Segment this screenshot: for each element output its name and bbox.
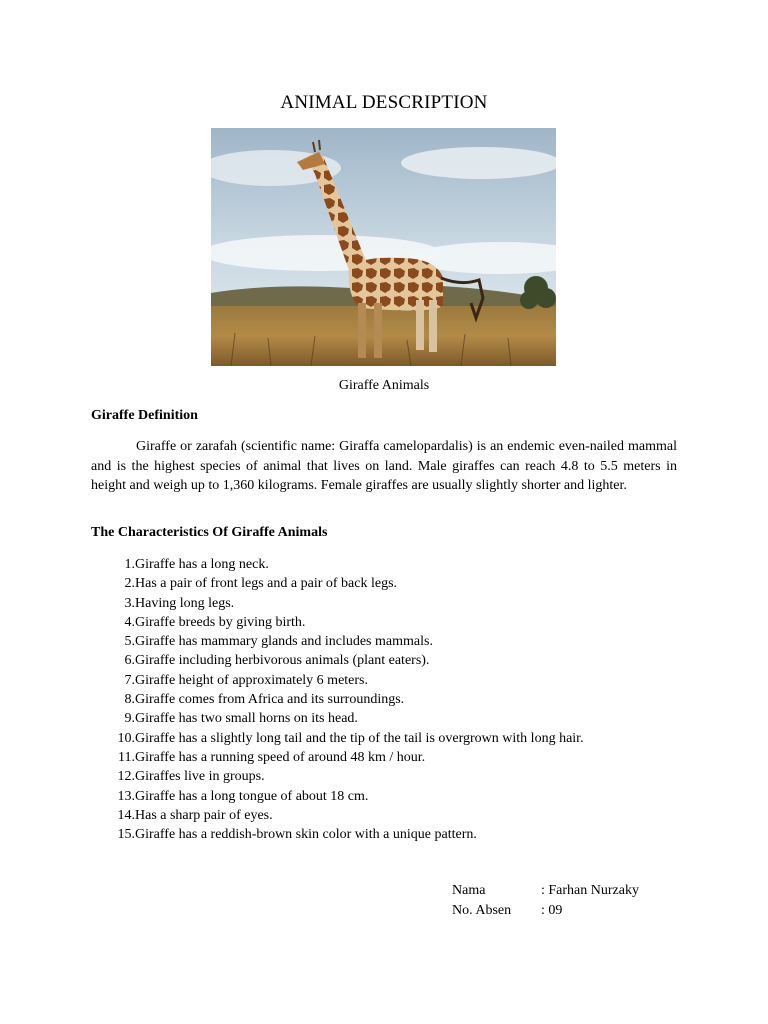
signature-absen-row <box>452 901 639 921</box>
list-text: Giraffe breeds by giving birth. <box>135 614 306 630</box>
definition-heading: Giraffe Definition <box>91 408 198 423</box>
image-caption: Giraffe Animals <box>338 378 430 393</box>
list-text: Giraffe has a slightly long tail and the tip of the tail is overgrown with long hair. <box>135 730 584 746</box>
list-item <box>91 671 584 690</box>
list-text: Having long legs. <box>135 595 235 611</box>
list-item <box>91 748 584 767</box>
list-number: 3. <box>124 595 135 611</box>
list-number: 8. <box>124 692 135 708</box>
list-number: 1. <box>124 557 135 572</box>
signature-block <box>452 881 639 921</box>
giraffe-photo <box>211 128 556 366</box>
signature-name-row <box>452 881 639 901</box>
list-number: 7. <box>124 672 135 688</box>
list-text: Giraffe has two small horns on its head. <box>135 711 358 727</box>
list-item <box>91 787 584 806</box>
absen-value: : 09 <box>541 903 563 918</box>
list-number: 6. <box>124 653 135 669</box>
list-text: Giraffe height of approximately 6 meters. <box>135 672 368 688</box>
list-number: 11. <box>118 749 135 765</box>
list-text: Has a sharp pair of eyes. <box>135 807 273 823</box>
list-number: 10. <box>117 730 135 746</box>
list-number: 9. <box>124 711 135 727</box>
name-value: : Farhan Nurzaky <box>541 883 639 898</box>
list-number: 13. <box>117 788 135 804</box>
list-text: Giraffe has mammary glands and includes mammals. <box>135 634 433 650</box>
list-text: Giraffe has a long tongue of about 18 cm. <box>135 788 369 804</box>
list-text: Has a pair of front legs and a pair of back legs. <box>135 576 398 592</box>
list-number: 4. <box>124 614 135 630</box>
list-item <box>91 574 584 593</box>
list-text: Giraffe has a reddish-brown skin color with a unique pattern. <box>135 827 477 843</box>
list-number: 12. <box>117 769 135 785</box>
characteristics-list <box>91 555 584 844</box>
list-number: 2. <box>124 576 135 592</box>
list-item <box>91 555 584 574</box>
list-item <box>91 594 584 613</box>
list-item <box>91 709 584 728</box>
list-item <box>91 729 584 748</box>
list-item <box>91 690 584 709</box>
page-title: ANIMAL DESCRIPTION <box>280 92 488 113</box>
characteristics-heading: The Characteristics Of Giraffe Animals <box>91 525 328 540</box>
list-text: Giraffe comes from Africa and its surroundings. <box>135 692 405 708</box>
definition-paragraph <box>91 437 677 496</box>
list-text: Giraffe has a long neck. <box>135 557 269 572</box>
list-text: Giraffe has a running speed of around 48 km / hour. <box>135 749 426 765</box>
list-item <box>91 613 584 632</box>
list-item <box>91 825 584 844</box>
definition-text: Giraffe or zarafah (scientific name: Giraffa camelopardalis) is an endemic even-nailed mammal and is the highest species of animal that lives on land. Male giraffes can reach 4.8 to 5.5 meters in height and weigh up to 1,360 kilograms. Female giraffes are usually slightly shorter and lighter. <box>91 439 677 493</box>
list-text: Giraffe including herbivorous animals (plant eaters). <box>135 653 430 669</box>
list-number: 5. <box>124 634 135 650</box>
list-number: 15. <box>117 827 135 843</box>
list-item <box>91 632 584 651</box>
list-item <box>91 806 584 825</box>
list-text: Giraffes live in groups. <box>135 769 265 785</box>
name-label: Nama <box>452 883 486 898</box>
list-item <box>91 651 584 670</box>
absen-label: No. Absen <box>452 903 512 918</box>
list-item <box>91 767 584 786</box>
list-number: 14. <box>117 807 135 823</box>
